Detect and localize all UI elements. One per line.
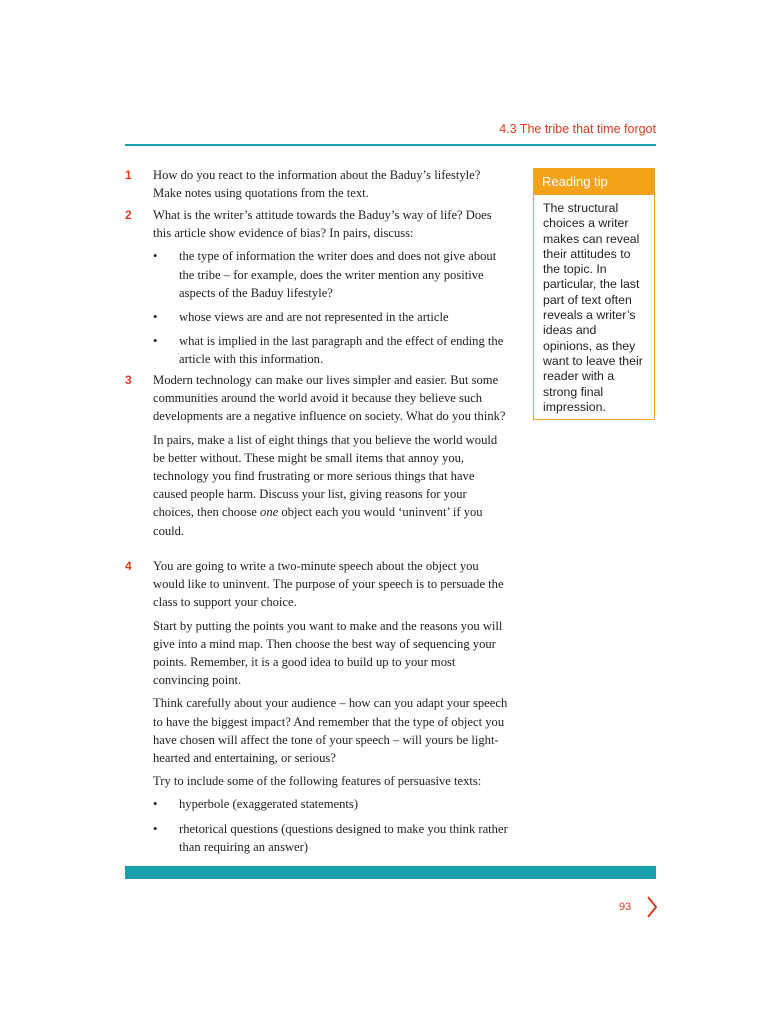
section-title: 4.3 The tribe that time forgot bbox=[499, 122, 656, 136]
question-text: Modern technology can make our lives simpler and easier. But some communities around the world avoid it because they believe such developments are a negative influence on society. What do you think? bbox=[153, 373, 506, 424]
question-2 bbox=[125, 206, 510, 375]
list-item bbox=[153, 820, 510, 856]
bullet-marker: • bbox=[153, 310, 158, 325]
question-text: How do you react to the information about the Baduy’s lifestyle? Make notes using quotations from the text. bbox=[153, 168, 481, 201]
list-item-text: what is implied in the last paragraph and the effect of ending the article with this information. bbox=[179, 334, 504, 367]
list-item-text: rhetorical questions (questions designed to make you think rather than requiring an answer) bbox=[179, 821, 508, 854]
reading-tip-text: The structural choices a writer makes can reveal their attitudes to the topic. In particular, the last part of text often reveals a writer’s ideas and opinions, as they want to leave their reader with a strong final impression. bbox=[543, 201, 643, 414]
bullet-marker: • bbox=[153, 821, 158, 836]
footer-bar bbox=[125, 866, 656, 879]
paragraph-text: In pairs, make a list of eight things that you believe the world would be better without. These might be small items that annoy you, technology you find frustrating or more serious things that have caused people harm. Discuss your list, giving reasons for your choices, then choose bbox=[153, 432, 498, 520]
question-1 bbox=[125, 166, 510, 207]
question-4 bbox=[125, 557, 510, 862]
emphasis-text: one bbox=[260, 505, 279, 520]
question-text: What is the writer’s attitude towards the Baduy’s way of life? Does this article show evidence of bias? In pairs, discuss: bbox=[153, 208, 492, 241]
question-paragraph: Try to include some of the following features of persuasive texts: bbox=[153, 774, 482, 789]
question-number: 2 bbox=[125, 208, 132, 222]
question-paragraph: Think carefully about your audience – how can you adapt your speech to have the biggest impact? And remember that the type of object you have chosen will affect the tone of your speech – will yours be light-hearted and entertaining, or serious? bbox=[153, 696, 508, 766]
list-item-text: hyperbole (exaggerated statements) bbox=[179, 797, 359, 812]
paragraph-text: object each you would ‘uninvent’ if you could. bbox=[153, 505, 483, 538]
bullet-marker: • bbox=[153, 249, 158, 264]
question-number: 4 bbox=[125, 559, 132, 573]
discussion-bullet-list bbox=[153, 247, 510, 368]
question-number: 1 bbox=[125, 168, 132, 182]
question-paragraph bbox=[153, 431, 510, 540]
question-text: You are going to write a two-minute speech about the object you would like to uninvent. The purpose of your speech is to persuade the class to support your choice. bbox=[153, 559, 504, 610]
bullet-marker: • bbox=[153, 334, 158, 349]
features-bullet-list bbox=[153, 795, 510, 856]
list-item bbox=[153, 795, 510, 813]
chevron-right-icon[interactable] bbox=[645, 895, 659, 919]
bullet-marker: • bbox=[153, 797, 158, 812]
question-paragraph: Start by putting the points you want to make and the reasons you will give into a mind map. Then choose the best way of sequencing your points. Remember, it is a good idea to build up to your most convincing point. bbox=[153, 618, 503, 688]
list-item bbox=[153, 332, 510, 368]
question-3 bbox=[125, 371, 510, 545]
header-divider bbox=[125, 144, 656, 146]
list-item-text: the type of information the writer does and does not give about the tribe – for example, does the writer mention any positive aspects of the Baduy lifestyle? bbox=[179, 249, 497, 300]
reading-tip-heading: Reading tip bbox=[534, 169, 654, 195]
page-number: 93 bbox=[619, 901, 632, 913]
reading-tip-box bbox=[533, 168, 655, 420]
question-number: 3 bbox=[125, 373, 132, 387]
list-item bbox=[153, 247, 510, 302]
list-item bbox=[153, 308, 510, 326]
list-item-text: whose views are and are not represented in the article bbox=[179, 310, 449, 325]
